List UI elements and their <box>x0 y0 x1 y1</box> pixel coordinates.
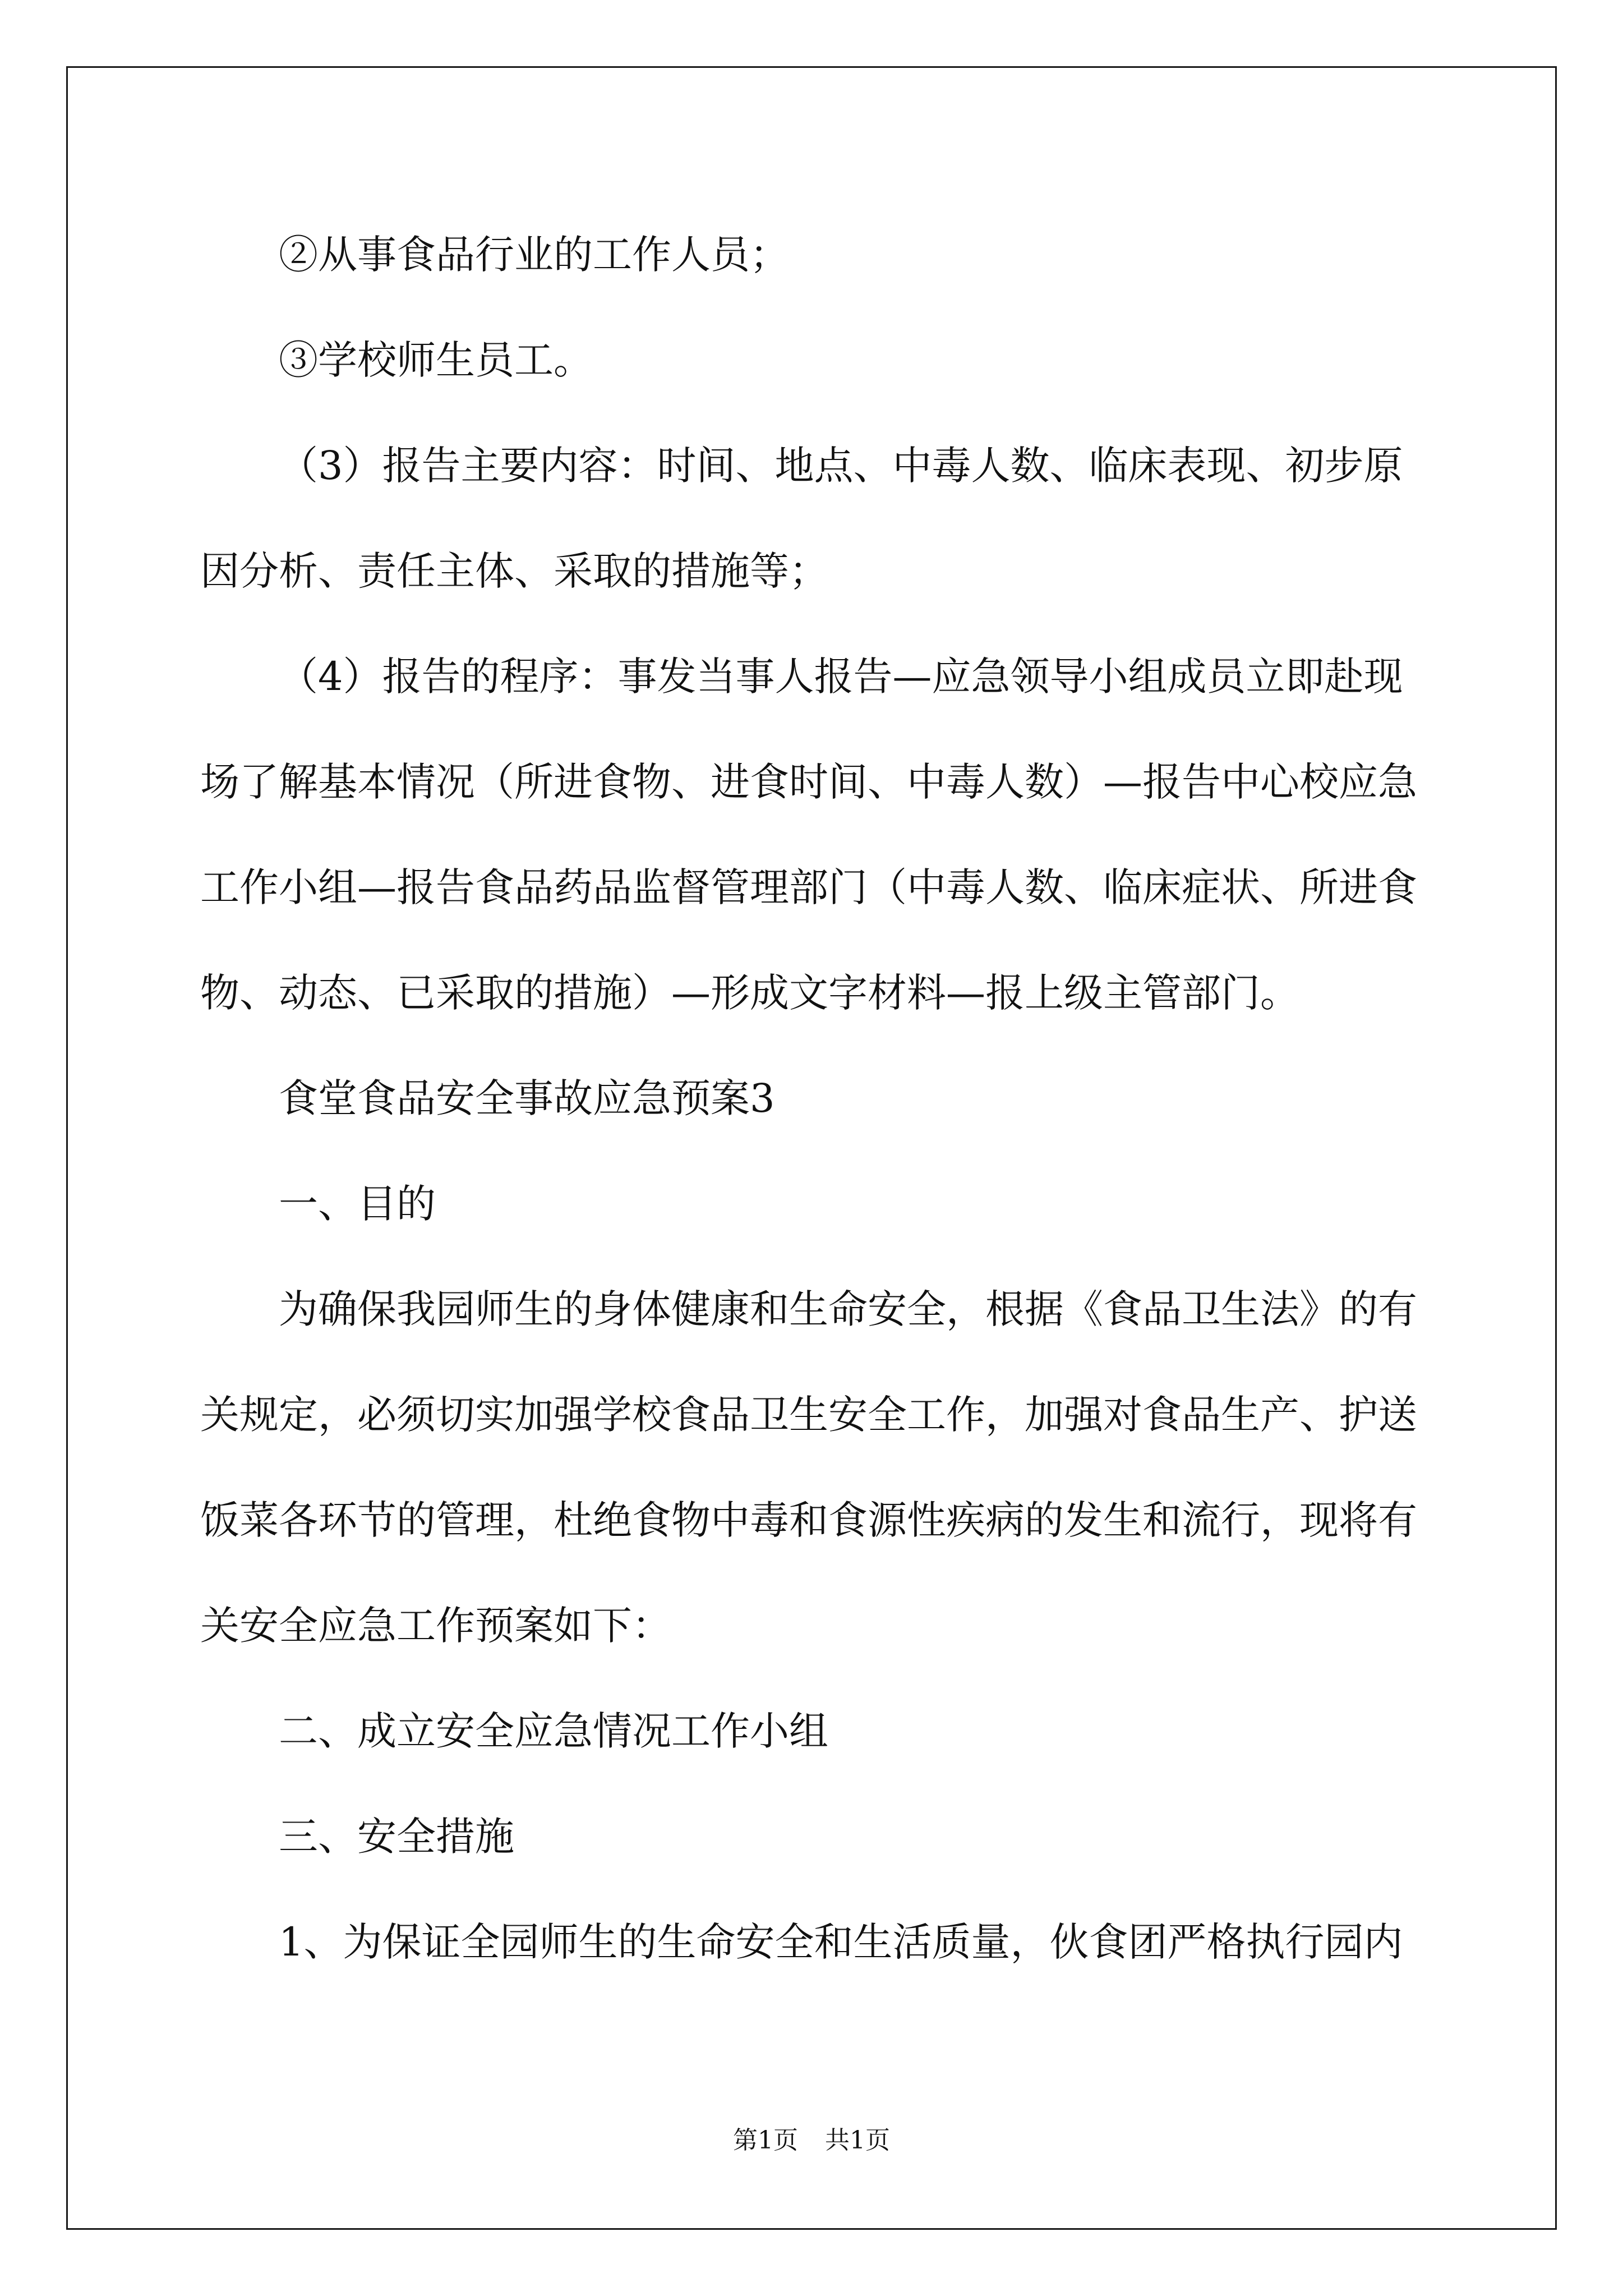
document-body <box>200 202 1434 1995</box>
heading-work-group: 二、成立安全应急情况工作小组 <box>279 1708 828 1754</box>
heading-safety-measures: 三、安全措施 <box>279 1814 514 1860</box>
paragraph-1: ②从事食品行业的工作人员； <box>279 232 789 278</box>
paragraph-measure-1: 1、为保证全园师生的生命安全和生活质量，伙食团严格执行园内 <box>279 1919 1403 1965</box>
paragraph-2: ③学校师生员工。 <box>279 337 593 383</box>
paragraph-purpose: 为确保我园师生的身体健康和生命安全，根据《食品卫生法》的有关规定，必须切实加强学校食品卫生安全工作，加强对食品生产、护送饭菜各环节的管理，杜绝食物中毒和食源性疾病的发生和流行，现将有关安全应急工作预案如下： <box>200 1286 1417 1649</box>
section-title: 食堂食品安全事故应急预案3 <box>279 1075 775 1121</box>
heading-purpose: 一、目的 <box>279 1181 436 1227</box>
paragraph-3: （3）报告主要内容：时间、地点、中毒人数、临床表现、初步原因分析、责任主体、采取的措施等； <box>200 443 1403 594</box>
page-footer <box>0 2124 1623 2157</box>
page-number-total: 共1页 <box>825 2126 890 2155</box>
paragraph-4: （4）报告的程序：事发当事人报告—应急领导小组成员立即赴现场了解基本情况（所进食物、进食时间、中毒人数）—报告中心校应急工作小组—报告食品药品监督管理部门（中毒人数、临床症状、所进食物、动态、已采取的措施）—形成文字材料—报上级主管部门。 <box>200 654 1417 1016</box>
page-number-current: 第1页 <box>733 2126 798 2155</box>
